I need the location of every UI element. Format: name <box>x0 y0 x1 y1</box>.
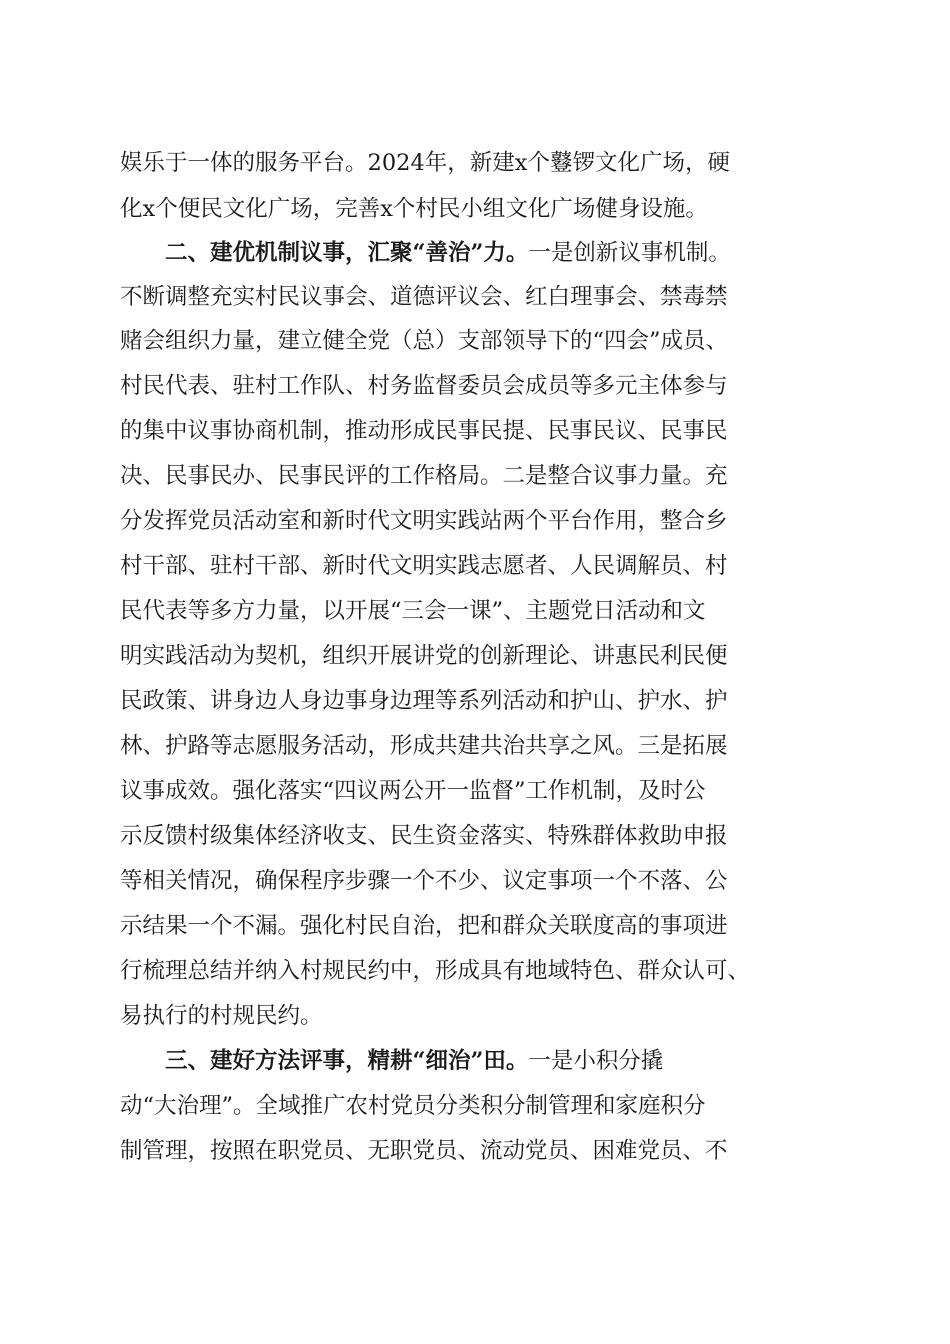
text-line: 等相关情况，确保程序步骤一个不少、议定事项一个不落、公 <box>120 868 728 894</box>
section-two-text: 一是创新议事机制。 <box>528 240 731 266</box>
text-line: 议事成效。强化落实“四议两公开一监督”工作机制，及时公 <box>120 778 706 804</box>
text-line: 明实践活动为契机，组织开展讲党的创新理论、讲惠民利民便 <box>120 643 728 669</box>
text-line: 不断调整充实村民议事会、道德评议会、红白理事会、禁毒禁 <box>120 284 728 310</box>
text-line: 分发挥党员活动室和新时代文明实践站两个平台作用，整合乡 <box>120 508 728 534</box>
text-line: 林、护路等志愿服务活动，形成共建共治共享之风。三是拓展 <box>120 733 728 759</box>
section-two-first-line <box>165 231 840 275</box>
section-three-first-line <box>165 1039 840 1083</box>
text-line: 动“大治理”。全域推广农村党员分类积分制管理和家庭积分 <box>120 1093 706 1119</box>
text-line: 赌会组织力量，建立健全党（总）支部领导下的“四会”成员、 <box>120 328 729 354</box>
section-three-heading: 三、建好方法评事，精耕“细治”田。 <box>165 1048 529 1074</box>
text-line: 娱乐于一体的服务平台。2024年，新建x个鼟锣文化广场，硬 <box>120 150 730 176</box>
text-line: 示反馈村级集体经济收支、民生资金落实、特殊群体救助申报 <box>120 823 728 849</box>
text-line: 村民代表、驻村工作队、村务监督委员会成员等多元主体参与 <box>120 373 728 399</box>
text-line: 化x个便民文化广场，完善x个村民小组文化广场健身设施。 <box>120 196 708 222</box>
text-line: 民代表等多方力量，以开展“三会一课”、主题党日活动和文 <box>120 598 706 624</box>
section-three-text: 一是小积分撬 <box>528 1048 664 1074</box>
text-line: 示结果一个不漏。强化村民自治，把和群众关联度高的事项进 <box>120 913 728 939</box>
text-line: 村干部、驻村干部、新时代文明实践志愿者、人民调解员、村 <box>120 553 728 579</box>
text-line: 行梳理总结并纳入村规民约中，形成具有地域特色、群众认可、 <box>120 958 751 984</box>
text-line: 民政策、讲身边人身边事身边理等系列活动和护山、护水、护 <box>120 688 728 714</box>
text-line: 决、民事民办、民事民评的工作格局。二是整合议事力量。充 <box>120 463 728 489</box>
text-line: 的集中议事协商机制，推动形成民事民提、民事民议、民事民 <box>120 418 728 444</box>
text-line: 制管理，按照在职党员、无职党员、流动党员、困难党员、不 <box>120 1138 728 1164</box>
text-line: 易执行的村规民约。 <box>120 1003 323 1029</box>
section-two-heading: 二、建优机制议事，汇聚“善治”力。 <box>165 240 529 266</box>
